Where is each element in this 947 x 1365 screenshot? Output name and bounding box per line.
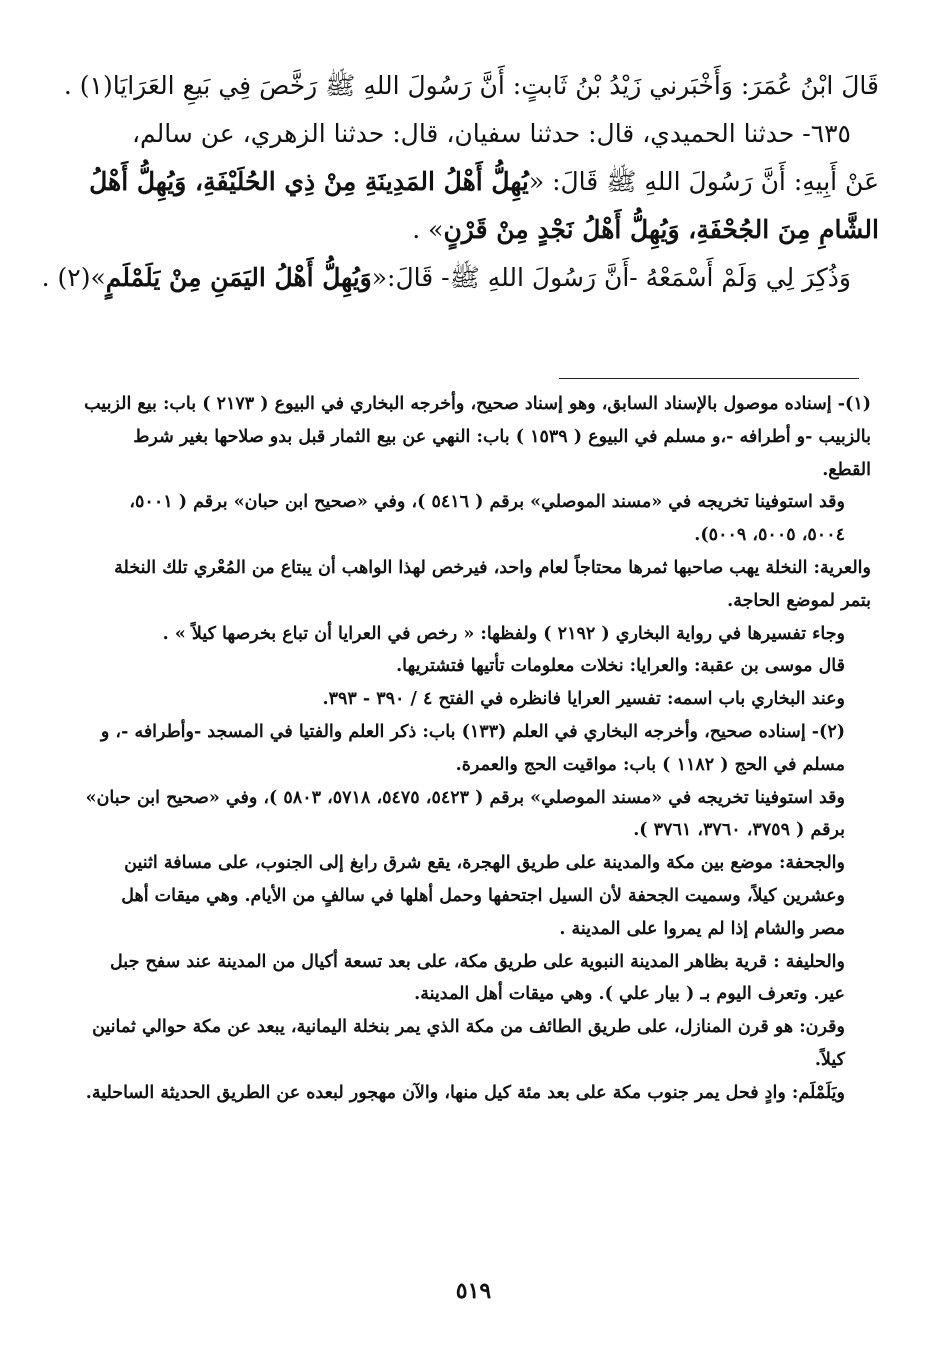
hadith-quote-part-2: الشَّامِ مِنَ الجُحْفَةِ، وَيُهِلُّ أَهْلُ نَجْدٍ مِنْ قَرْنٍ <box>443 215 879 244</box>
main-line-3 <box>89 158 879 206</box>
hadith-text <box>41 62 879 302</box>
footnotes <box>81 388 871 1110</box>
hadith-quote-part-1: يُهِلُّ أَهْلُ المَدِينَةِ مِنْ ذِي الحُلَيْفَةِ، وَيُهِلُّ أَهْلُ <box>89 167 529 196</box>
footnote-paragraph: وقد استوفينا تخريجه في «مسند الموصلي» برقم ( ٥٤١٦ )، وفي «صحيح ابن حبان» برقم ( ٥٠٠١، ٥٠٠٤، ٥٠٠٥، ٥٠٠٩). <box>129 492 845 546</box>
main-line-3-intro: عَنْ أَبِيهِ: أَنَّ رَسُولَ اللهِ ﷺ قَالَ: « <box>528 167 879 196</box>
hadith-quote-part-3: وَيُهِلُّ أَهْلُ اليَمَنِ مِنْ يَلَمْلَمٍ <box>105 263 372 292</box>
footnote-paragraph: (١)- إسناده موصول بالإسناد السابق، وهو إسناد صحيح، وأخرجه البخاري في البيوع ( ٢١٧٣ ) باب: بيع الزبيب بالزبيب -و أطرافه -،و مسلم في البيوع ( ١٥٣٩ ) باب: النهي عن بيع الثمار قبل بدو صلاحها بغير شرط القطع. <box>84 394 871 480</box>
main-line-4-close: » . <box>412 215 444 244</box>
main-line-5 <box>41 254 879 302</box>
page-number: ٥١٩ <box>455 1278 492 1304</box>
footnote-paragraph: وجاء تفسيرها في رواية البخاري ( ٢١٩٢ ) ولفظها: « رخص في العرايا أن تباع بخرصها كيلاً » . <box>162 623 845 644</box>
footnote-divider <box>559 378 859 379</box>
footnote-paragraph: والحليفة : قرية بظاهر المدينة النبوية على طريق مكة، على بعد تسعة أكيال من المدينة عند سفح جبل عير. وتعرف اليوم بـ ( بيار علي ). وهي ميقات أهل المدينة. <box>110 951 845 1005</box>
footnote-paragraph: وقد استوفينا تخريجه في «مسند الموصلي» برقم ( ٥٤٢٣، ٥٤٧٥، ٥٧١٨، ٥٨٠٣ )، وفي «صحيح ابن حبان» برقم ( ٣٧٥٩، ٣٧٦٠، ٣٧٦١ ). <box>85 787 845 841</box>
footnote-paragraph: ويَلَمْلَم: وادٍ فحل يمر جنوب مكة على بعد مئة كيل منها، والآن مهجور لبعده عن الطريق الحديثة الساحلية. <box>85 1082 845 1103</box>
footnote-paragraph: والعرية: النخلة يهب صاحبها ثمرها محتاجاً لعام واحد، فيرخص لهذا الواهب أن يبتاع من المُعْري تلك النخلة بتمر لموضع الحاجة. <box>114 557 871 611</box>
footnote-paragraph: والجحفة: موضع بين مكة والمدينة على طريق الهجرة، يقع شرق رابغ إلى الجنوب، على مسافة اثنين وعشرين كيلاً، وسميت الجحفة لأن السيل اجتحفها وحمل أهلها في سالفٍ من الأيام. وهي ميقات أهل مصر والشام إذا لم يمروا على المدينة . <box>121 853 845 939</box>
main-line-2: ٦٣٥- حدثنا الحميدي، قال: حدثنا سفيان، قال: حدثنا الزهري، عن سالم، <box>131 119 851 148</box>
main-line-1: قَالَ ابْنُ عُمَرَ: وَأَخْبَرني زَيْدُ بْنُ ثَابتٍ: أَنَّ رَسُولَ اللهِ ﷺ رَخَّصَ فِي بَيعِ العَرَايَا(١) . <box>63 71 879 100</box>
footnote-paragraph: (٢)- إسناده صحيح، وأخرجه البخاري في العلم (١٣٣) باب: ذكر العلم والفتيا في المسجد -وأطرافه -، و مسلم في الحج ( ١١٨٢ ) باب: مواقيت الحج والعمرة. <box>100 721 845 775</box>
footnote-paragraph: قال موسى بن عقبة: والعرايا: نخلات معلومات تأتيها فتشتريها. <box>396 656 845 677</box>
main-line-4 <box>89 206 879 254</box>
footnote-paragraph: وقرن: هو قرن المنازل، على طريق الطائف من مكة الذي يمر بنخلة اليمانية، يبعد عن مكة حوالي ثمانين كيلاً. <box>92 1017 845 1070</box>
main-line-5-close: »(٢) . <box>41 263 106 292</box>
main-line-5-intro: وَذُكِرَ لِي وَلَمْ أَسْمَعْهُ -أَنَّ رَسُولَ اللهِ ﷺ- قَالَ:« <box>371 263 851 292</box>
footnote-paragraph: وعند البخاري باب اسمه: تفسير العرايا فانظره في الفتح ٤ / ٣٩٠ - ٣٩٣. <box>322 689 845 710</box>
